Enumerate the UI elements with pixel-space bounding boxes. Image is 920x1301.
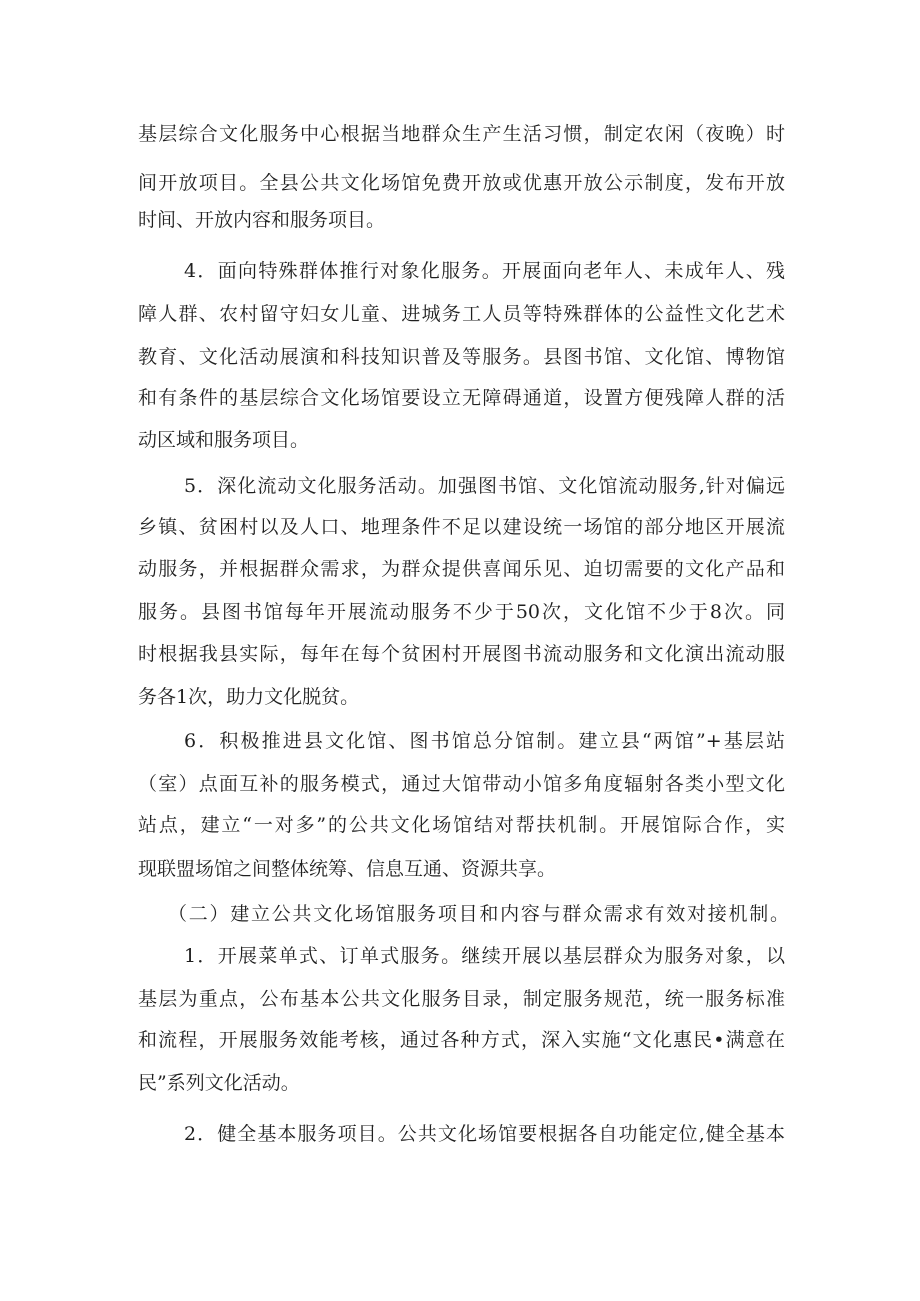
text-line (0, 251, 920, 291)
text-line (0, 420, 920, 460)
text-line (0, 200, 920, 240)
text-line (0, 721, 920, 761)
line-text: 4．面向特殊群体推行对象化服务。开展面向老年人、未成年人、残 (184, 260, 785, 282)
line-text: 6．积极推进县文化馆、图书馆总分馆制。建立县“两馆”+基层站 (184, 730, 785, 752)
text-line (0, 294, 920, 334)
line-text: 务各1次，助力文化脱贫。 (138, 686, 360, 708)
line-text: 间开放项目。全县公共文化场馆免费开放或优惠开放公示制度，发布开放 (138, 172, 785, 194)
line-text: 5．深化流动文化服务活动。加强图书馆、文化馆流动服务,针对偏远 (184, 475, 785, 497)
text-line (0, 507, 920, 547)
text-line (0, 1063, 920, 1103)
text-line (0, 936, 920, 976)
line-text: 服务。县图书馆每年开展流动服务不少于50次，文化馆不少于8次。同 (138, 601, 785, 623)
section-heading: （二）建立公共文化场馆服务项目和内容与群众需求有效对接机制。 (168, 903, 789, 925)
line-text: 动区域和服务项目。 (138, 429, 310, 451)
text-line (0, 979, 920, 1019)
text-line (0, 114, 920, 154)
line-text: 民”系列文化活动。 (138, 1072, 300, 1094)
line-text: 基层综合文化服务中心根据当地群众生产生活习惯，制定农闲（夜晚）时 (138, 123, 785, 145)
line-text: 1．开展菜单式、订单式服务。继续开展以基层群众为服务对象，以 (184, 945, 785, 967)
text-line (0, 1020, 920, 1060)
text-line (0, 1114, 920, 1154)
text-line (0, 677, 920, 717)
text-line (0, 337, 920, 377)
text-line (0, 163, 920, 203)
line-text: 障人群、农村留守妇女儿童、进城务工人员等特殊群体的公益性文化艺术 (138, 303, 785, 325)
text-line (0, 378, 920, 418)
line-text: 站点，建立“一对多”的公共文化场馆结对帮扶机制。开展馆际合作，实 (138, 814, 785, 836)
text-line (0, 849, 920, 889)
line-text: 2．健全基本服务项目。公共文化场馆要根据各自功能定位,健全基本 (184, 1123, 785, 1145)
text-line (0, 805, 920, 845)
line-text: 乡镇、贫困村以及人口、地理条件不足以建设统一场馆的部分地区开展流 (138, 516, 785, 538)
text-line (0, 466, 920, 506)
line-text: 和流程，开展服务效能考核，通过各种方式，深入实施“文化惠民•满意在 (138, 1029, 785, 1051)
text-line (0, 894, 920, 934)
text-line (0, 592, 920, 632)
line-text: （室）点面互补的服务模式，通过大馆带动小馆多角度辐射各类小型文化 (138, 773, 785, 795)
line-text: 现联盟场馆之间整体统筹、信息互通、资源共享。 (138, 858, 557, 880)
text-line (0, 549, 920, 589)
line-text: 时根据我县实际，每年在每个贫困村开展图书流动服务和文化演出流动服 (138, 643, 785, 665)
line-text: 基层为重点，公布基本公共文化服务目录，制定服务规范，统一服务标准 (138, 988, 785, 1010)
text-line (0, 634, 920, 674)
line-text: 和有条件的基层综合文化场馆要设立无障碍通道，设置方便残障人群的活 (138, 387, 785, 409)
line-text: 动服务，并根据群众需求，为群众提供喜闻乐见、迫切需要的文化产品和 (138, 558, 785, 580)
line-text: 教育、文化活动展演和科技知识普及等服务。县图书馆、文化馆、博物馆 (138, 346, 785, 368)
text-line (0, 764, 920, 804)
line-text: 时间、开放内容和服务项目。 (138, 209, 386, 231)
